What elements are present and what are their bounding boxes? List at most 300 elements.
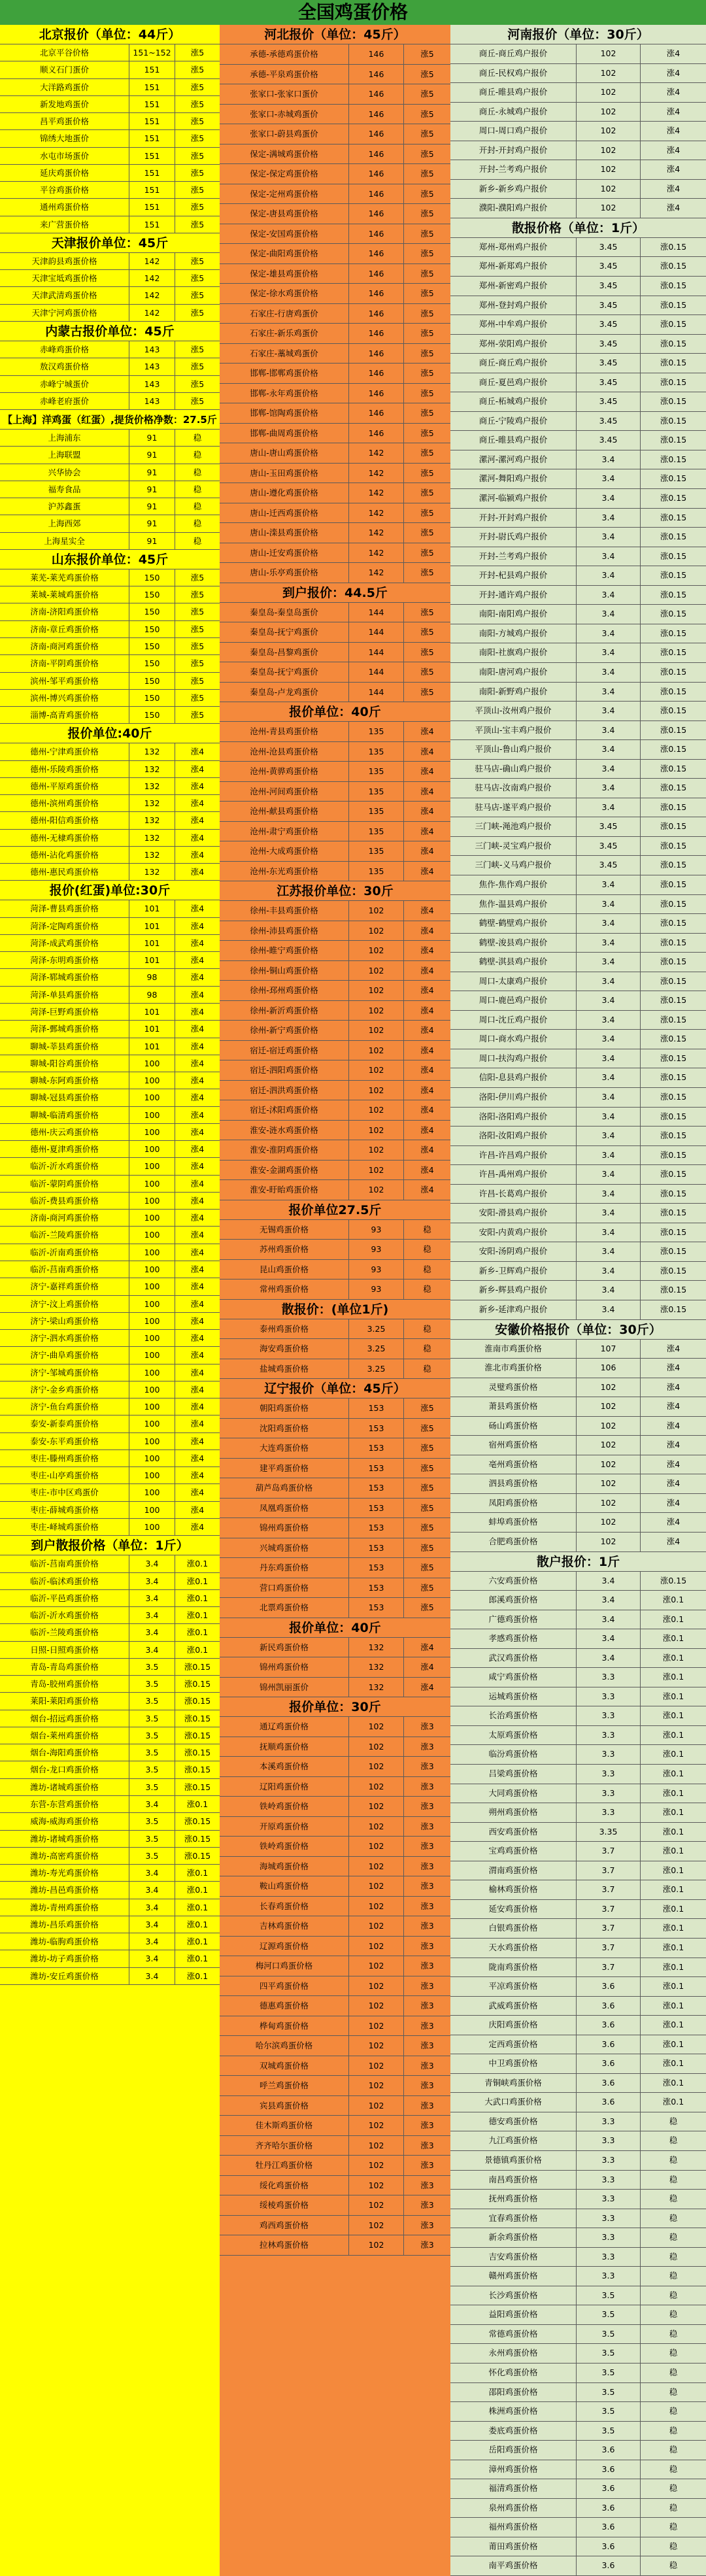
price-change: 稳 <box>669 2560 678 2571</box>
price-row <box>0 1831 220 1848</box>
market-name: 南阳-南阳鸡户报价 <box>450 605 577 624</box>
market-name: 德安鸡蛋价格 <box>450 2112 577 2131</box>
price-row <box>220 1916 450 1937</box>
price-row <box>450 2537 706 2557</box>
price-value: 3.45 <box>577 412 641 431</box>
price-value: 102 <box>577 1378 641 1397</box>
price-value: 142 <box>129 305 175 321</box>
price-value: 3.45 <box>577 257 641 276</box>
section-header: 河北报价（单位：45斤） <box>220 25 450 44</box>
price-row <box>220 2076 450 2096</box>
market-name: 新乡-辉县鸡户报价 <box>450 1281 577 1300</box>
price-change: 涨5 <box>420 428 434 438</box>
price-change: 涨4 <box>190 1024 205 1034</box>
market-name: 潍坊-坊子鸡蛋价格 <box>0 1950 129 1967</box>
price-change: 涨0.1 <box>662 1865 684 1875</box>
price-row <box>450 1474 706 1494</box>
market-name: 聊城-阳谷鸡蛋价格 <box>0 1055 129 1072</box>
price-change: 涨4 <box>420 766 434 776</box>
price-row <box>220 543 450 564</box>
market-name: 唐山-唐山鸡蛋价格 <box>220 443 349 463</box>
price-row <box>220 364 450 384</box>
price-row <box>220 1499 450 1519</box>
price-change: 涨3 <box>420 2160 434 2170</box>
section-header: 北京报价（单位：44斤） <box>0 25 220 44</box>
price-row <box>0 761 220 778</box>
price-change: 涨0.15 <box>660 705 687 716</box>
market-name: 临沂-莒南鸡蛋价格 <box>0 1555 129 1572</box>
price-row <box>0 1899 220 1916</box>
price-change: 稳 <box>669 2348 678 2358</box>
market-name: 石家庄-新乐鸡蛋价 <box>220 324 349 343</box>
price-value: 142 <box>349 483 404 503</box>
market-name: 怀化鸡蛋价格 <box>450 2364 577 2382</box>
price-change: 稳 <box>669 2386 678 2397</box>
market-name: 聊城-莘县鸡蛋价格 <box>0 1038 129 1055</box>
price-change: 涨4 <box>190 1144 205 1155</box>
price-change: 涨5 <box>420 388 434 398</box>
price-value: 3.5 <box>129 1779 175 1795</box>
price-row <box>0 1882 220 1899</box>
page-title: 全国鸡蛋价格 <box>0 0 706 26</box>
market-name: 沧州-大成鸡蛋价格 <box>220 841 349 861</box>
price-row <box>220 1757 450 1777</box>
price-value: 3.4 <box>577 1649 641 1668</box>
price-value: 102 <box>349 2235 404 2255</box>
price-row <box>0 1573 220 1590</box>
price-change: 涨4 <box>666 144 681 155</box>
market-name: 秦皇岛-昌黎鸡蛋价 <box>220 643 349 662</box>
price-change: 稳 <box>423 1344 431 1353</box>
market-name: 青岛-青岛鸡蛋价格 <box>0 1659 129 1675</box>
price-value: 3.4 <box>577 1591 641 1610</box>
price-change: 稳 <box>423 1244 431 1254</box>
price-row <box>0 1278 220 1295</box>
market-name: 九江鸡蛋价格 <box>450 2131 577 2150</box>
market-name: 聊城-东阿鸡蛋价格 <box>0 1072 129 1089</box>
price-change: 涨4 <box>190 1504 205 1515</box>
market-name: 周口-周口鸡户报价 <box>450 122 577 141</box>
price-value: 3.5 <box>577 2305 641 2324</box>
price-row <box>0 79 220 96</box>
price-row <box>220 1638 450 1658</box>
price-row <box>450 315 706 335</box>
price-change: 涨4 <box>190 1058 205 1068</box>
price-row <box>450 1281 706 1300</box>
price-row <box>450 528 706 547</box>
market-name: 德州-滨州鸡蛋价格 <box>0 795 129 811</box>
price-value: 150 <box>129 603 175 620</box>
price-change: 稳 <box>669 2309 678 2320</box>
price-row <box>0 1761 220 1778</box>
market-name: 秦皇岛-卢龙鸡蛋价 <box>220 683 349 702</box>
price-change: 涨4 <box>420 1145 434 1155</box>
price-row <box>0 812 220 829</box>
price-change: 涨4 <box>190 1521 205 1532</box>
market-name: 滨州-邹平鸡蛋价格 <box>0 673 129 689</box>
price-change: 涨5 <box>190 344 205 354</box>
price-row <box>450 1745 706 1765</box>
price-value: 100 <box>129 1381 175 1398</box>
price-value: 102 <box>349 1897 404 1916</box>
market-name: 驻马店-遂平鸡户报价 <box>450 798 577 817</box>
market-name: 平顶山-汝州鸡户报价 <box>450 702 577 720</box>
market-name: 北票鸡蛋价格 <box>220 1598 349 1618</box>
price-value: 102 <box>349 1976 404 1996</box>
market-name: 邯郸-馆陶鸡蛋价格 <box>220 403 349 423</box>
price-value: 102 <box>349 921 404 941</box>
price-row <box>450 856 706 875</box>
market-name: 泰安-新泰鸡蛋价格 <box>0 1415 129 1432</box>
price-value: 102 <box>349 1161 404 1180</box>
market-name: 菏泽-成武鸡蛋价格 <box>0 935 129 951</box>
price-value: 153 <box>349 1598 404 1618</box>
price-value: 3.5 <box>129 1727 175 1744</box>
price-value: 100 <box>129 1502 175 1518</box>
price-row <box>220 1657 450 1678</box>
price-row <box>220 2216 450 2236</box>
price-row <box>450 509 706 528</box>
price-value: 3.45 <box>577 392 641 411</box>
price-row <box>220 961 450 981</box>
price-value: 3.4 <box>129 1607 175 1623</box>
price-change: 涨3 <box>420 2100 434 2110</box>
price-row <box>0 113 220 130</box>
price-change: 涨3 <box>420 2080 434 2090</box>
market-name: 郑州-登封鸡户报价 <box>450 296 577 315</box>
price-change: 涨5 <box>190 624 205 634</box>
price-row <box>450 1861 706 1881</box>
price-row <box>0 358 220 375</box>
price-change: 涨0.15 <box>660 1053 687 1063</box>
price-change: 涨5 <box>420 1523 434 1533</box>
price-change: 涨0.1 <box>186 1799 209 1809</box>
price-value: 150 <box>129 621 175 637</box>
price-row <box>0 1916 220 1933</box>
price-change: 涨4 <box>190 1315 205 1326</box>
price-value: 3.4 <box>577 1049 641 1068</box>
price-row <box>450 2131 706 2151</box>
price-change: 稳 <box>669 2522 678 2532</box>
price-change: 涨0.15 <box>660 493 687 503</box>
market-name: 昌平鸡蛋价格 <box>0 113 129 129</box>
market-name: 威海-威海鸡蛋价格 <box>0 1813 129 1829</box>
price-change: 涨4 <box>420 846 434 856</box>
price-value: 100 <box>129 1364 175 1381</box>
price-value: 100 <box>129 1398 175 1415</box>
section-header: 江苏报价单位：30斤 <box>220 881 450 901</box>
price-value: 100 <box>129 1519 175 1535</box>
price-change: 涨0.1 <box>662 1826 684 1837</box>
market-name: 徐州-沛县鸡蛋价格 <box>220 921 349 941</box>
price-row <box>220 941 450 961</box>
price-row <box>220 2056 450 2076</box>
price-change: 涨5 <box>420 488 434 498</box>
price-change: 涨4 <box>420 1105 434 1115</box>
price-value: 153 <box>349 1398 404 1418</box>
price-value: 3.6 <box>577 2093 641 2112</box>
market-name: 亳州鸡蛋价格 <box>450 1455 577 1474</box>
price-value: 132 <box>129 830 175 846</box>
price-change: 涨0.15 <box>184 1679 211 1689</box>
price-change: 涨4 <box>190 1487 205 1498</box>
market-name: 邯郸-曲周鸡蛋价格 <box>220 424 349 443</box>
market-name: 莱阳-莱阳鸡蛋价格 <box>0 1693 129 1709</box>
price-change: 涨5 <box>420 568 434 577</box>
price-change: 涨0.15 <box>660 1188 687 1198</box>
price-change: 涨5 <box>420 348 434 358</box>
price-value: 3.6 <box>577 2054 641 2073</box>
price-row <box>450 1146 706 1166</box>
price-change: 涨0.15 <box>660 1304 687 1314</box>
price-value: 3.4 <box>577 779 641 798</box>
price-value: 102 <box>349 1876 404 1896</box>
price-change: 涨0.15 <box>660 1169 687 1179</box>
price-row <box>220 1339 450 1359</box>
price-change: 涨3 <box>420 1821 434 1831</box>
price-row <box>220 464 450 484</box>
market-name: 张家口-蔚县鸡蛋价 <box>220 124 349 144</box>
price-row <box>220 344 450 364</box>
price-change: 涨5 <box>190 256 205 266</box>
price-value: 3.4 <box>577 624 641 643</box>
market-name: 青铜峡鸡蛋价格 <box>450 2074 577 2093</box>
price-change: 涨5 <box>190 572 205 583</box>
price-change: 涨4 <box>420 1682 434 1692</box>
price-change: 涨4 <box>666 1401 681 1412</box>
price-row <box>0 1865 220 1882</box>
price-row <box>450 296 706 316</box>
price-row <box>450 1784 706 1804</box>
section-header: 报价单位：30斤 <box>220 1697 450 1717</box>
market-name: 桦甸鸡蛋价格 <box>220 2016 349 2036</box>
price-value: 102 <box>577 122 641 141</box>
market-name: 滨州-博兴鸡蛋价格 <box>0 690 129 706</box>
price-change: 涨4 <box>420 945 434 955</box>
price-change: 涨0.15 <box>660 879 687 889</box>
price-row <box>220 1777 450 1797</box>
price-value: 102 <box>349 1001 404 1021</box>
market-name: 信阳-息县鸡户报价 <box>450 1068 577 1087</box>
market-name: 长治鸡蛋价格 <box>450 1706 577 1725</box>
price-row <box>0 1089 220 1106</box>
section-header: 内蒙古报价单位：45斤 <box>0 322 220 341</box>
market-name: 福寿食品 <box>0 481 129 498</box>
market-name: 保定-曲阳鸡蛋价格 <box>220 244 349 263</box>
section-header: 报价(红蛋)单位:30斤 <box>0 881 220 900</box>
market-name: 烟台-招远鸡蛋价格 <box>0 1710 129 1727</box>
price-value: 3.35 <box>577 1823 641 1842</box>
price-value: 3.5 <box>577 2344 641 2363</box>
price-row <box>0 1848 220 1865</box>
price-value: 100 <box>129 1278 175 1295</box>
price-row <box>0 1381 220 1398</box>
price-value: 3.4 <box>129 1933 175 1950</box>
price-value: 132 <box>349 1657 404 1677</box>
price-row <box>450 1494 706 1514</box>
market-name: 海安鸡蛋价格 <box>220 1339 349 1359</box>
price-value: 135 <box>349 802 404 821</box>
price-row <box>450 1997 706 2016</box>
market-name: 沧州-黄骅鸡蛋价格 <box>220 762 349 781</box>
price-row <box>0 1607 220 1624</box>
market-name: 上海星实全 <box>0 533 129 549</box>
market-name: 新乡-新乡鸡户报价 <box>450 180 577 199</box>
market-name: 齐齐哈尔蛋价格 <box>220 2136 349 2156</box>
price-value: 3.5 <box>577 2383 641 2402</box>
price-change: 涨5 <box>190 590 205 600</box>
price-value: 3.4 <box>577 566 641 585</box>
market-name: 鸡西鸡蛋价格 <box>220 2216 349 2235</box>
price-value: 3.3 <box>577 1726 641 1745</box>
price-change: 涨5 <box>420 667 434 677</box>
price-value: 3.3 <box>577 2112 641 2131</box>
price-change: 涨5 <box>420 528 434 537</box>
price-row <box>450 2054 706 2074</box>
price-change: 涨4 <box>666 1459 681 1469</box>
price-change: 涨0.15 <box>184 1833 211 1844</box>
market-name: 濮阳-濮阳鸡户报价 <box>450 199 577 218</box>
market-name: 石家庄-藁城鸡蛋价 <box>220 344 349 364</box>
price-value: 3.4 <box>129 1796 175 1812</box>
price-row <box>450 2479 706 2499</box>
price-value: 102 <box>349 2176 404 2195</box>
price-row <box>0 253 220 270</box>
market-name: 东营-东营鸡蛋价格 <box>0 1796 129 1812</box>
section-header: 报价单位27.5斤 <box>220 1200 450 1220</box>
market-name: 郑州-新密鸡户报价 <box>450 277 577 296</box>
price-change: 涨3 <box>420 2120 434 2130</box>
price-row <box>220 1359 450 1380</box>
price-row <box>0 935 220 952</box>
price-row <box>220 1857 450 1877</box>
price-value: 3.6 <box>577 2016 641 2035</box>
price-change: 涨4 <box>420 1125 434 1135</box>
price-row <box>450 643 706 663</box>
price-change: 涨5 <box>420 1563 434 1572</box>
price-row <box>220 862 450 882</box>
price-value: 132 <box>129 778 175 794</box>
price-value: 146 <box>349 364 404 383</box>
price-change: 涨4 <box>666 164 681 175</box>
price-row <box>220 503 450 524</box>
price-row <box>220 2136 450 2156</box>
price-row <box>450 1572 706 1591</box>
price-change: 涨3 <box>420 1861 434 1871</box>
market-name: 陇南鸡蛋价格 <box>450 1958 577 1977</box>
price-value: 3.5 <box>129 1710 175 1727</box>
price-row <box>220 204 450 224</box>
price-value: 3.5 <box>129 1744 175 1761</box>
price-row <box>220 802 450 822</box>
price-change: 稳 <box>669 2367 678 2377</box>
price-change: 涨4 <box>190 904 205 914</box>
price-row <box>220 84 450 105</box>
price-change: 涨0.1 <box>662 1903 684 1914</box>
price-row <box>220 1558 450 1578</box>
price-change: 涨5 <box>420 1502 434 1513</box>
price-value: 102 <box>349 1041 404 1060</box>
market-name: 开封-开封鸡户报价 <box>450 509 577 528</box>
price-row <box>220 105 450 125</box>
price-row <box>0 1055 220 1072</box>
price-value: 102 <box>577 1397 641 1416</box>
price-change: 涨4 <box>190 1384 205 1395</box>
price-row <box>450 2325 706 2345</box>
price-value: 146 <box>349 224 404 244</box>
price-row <box>0 498 220 515</box>
price-change: 涨0.15 <box>660 338 687 348</box>
market-name: 驻马店-确山鸡户报价 <box>450 760 577 779</box>
price-change: 涨0.15 <box>660 1285 687 1295</box>
market-name: 淮安-金湖鸡蛋价格 <box>220 1161 349 1180</box>
price-row <box>450 875 706 895</box>
price-change: 涨0.15 <box>660 1575 687 1585</box>
price-row <box>450 663 706 683</box>
price-value: 3.4 <box>577 1127 641 1145</box>
price-value: 146 <box>349 304 404 324</box>
market-name: 辽阳鸡蛋价格 <box>220 1777 349 1797</box>
price-row <box>220 1180 450 1200</box>
market-name: 株洲鸡蛋价格 <box>450 2402 577 2421</box>
price-value: 132 <box>129 743 175 760</box>
price-value: 91 <box>129 533 175 549</box>
price-row <box>450 199 706 218</box>
market-name: 沧州-河间鸡蛋价格 <box>220 782 349 802</box>
price-row <box>220 1398 450 1419</box>
price-change: 涨4 <box>420 806 434 816</box>
price-value: 3.3 <box>577 1687 641 1706</box>
price-value: 142 <box>349 543 404 563</box>
price-value: 135 <box>349 841 404 861</box>
price-value: 3.4 <box>129 1555 175 1572</box>
price-change: 涨5 <box>420 607 434 617</box>
price-value: 3.5 <box>129 1831 175 1847</box>
price-value: 3.4 <box>577 721 641 740</box>
price-row <box>220 1060 450 1081</box>
market-name: 德州-夏津鸡蛋价格 <box>0 1141 129 1157</box>
market-name: 济宁-邹城鸡蛋价格 <box>0 1364 129 1381</box>
price-value: 150 <box>129 638 175 654</box>
price-value: 102 <box>577 1417 641 1436</box>
price-value: 3.4 <box>577 509 641 528</box>
price-change: 涨0.15 <box>660 666 687 677</box>
price-change: 涨0.15 <box>184 1730 211 1740</box>
price-value: 132 <box>129 795 175 811</box>
section-header: 散报价格（单位：1斤） <box>450 218 706 238</box>
price-row <box>220 1678 450 1698</box>
price-row <box>220 1220 450 1240</box>
price-change: 涨0.15 <box>660 551 687 561</box>
market-name: 保定-安国鸡蛋价格 <box>220 224 349 244</box>
price-value: 91 <box>129 447 175 463</box>
market-name: 宿迁-泗洪鸡蛋价格 <box>220 1081 349 1100</box>
market-name: 朝阳鸡蛋价格 <box>220 1398 349 1418</box>
price-value: 132 <box>349 1678 404 1697</box>
market-name: 敖汉鸡蛋价格 <box>0 358 129 375</box>
price-value: 100 <box>129 1467 175 1483</box>
price-change: 涨0.15 <box>660 840 687 851</box>
price-row <box>0 515 220 532</box>
price-change: 涨4 <box>420 1185 434 1195</box>
price-change: 涨4 <box>666 1343 681 1353</box>
price-row <box>450 1359 706 1378</box>
market-name: 沧州-青县鸡蛋价格 <box>220 722 349 741</box>
price-row <box>220 264 450 284</box>
price-row <box>0 430 220 447</box>
price-value: 142 <box>349 503 404 523</box>
price-value: 153 <box>349 1478 404 1498</box>
